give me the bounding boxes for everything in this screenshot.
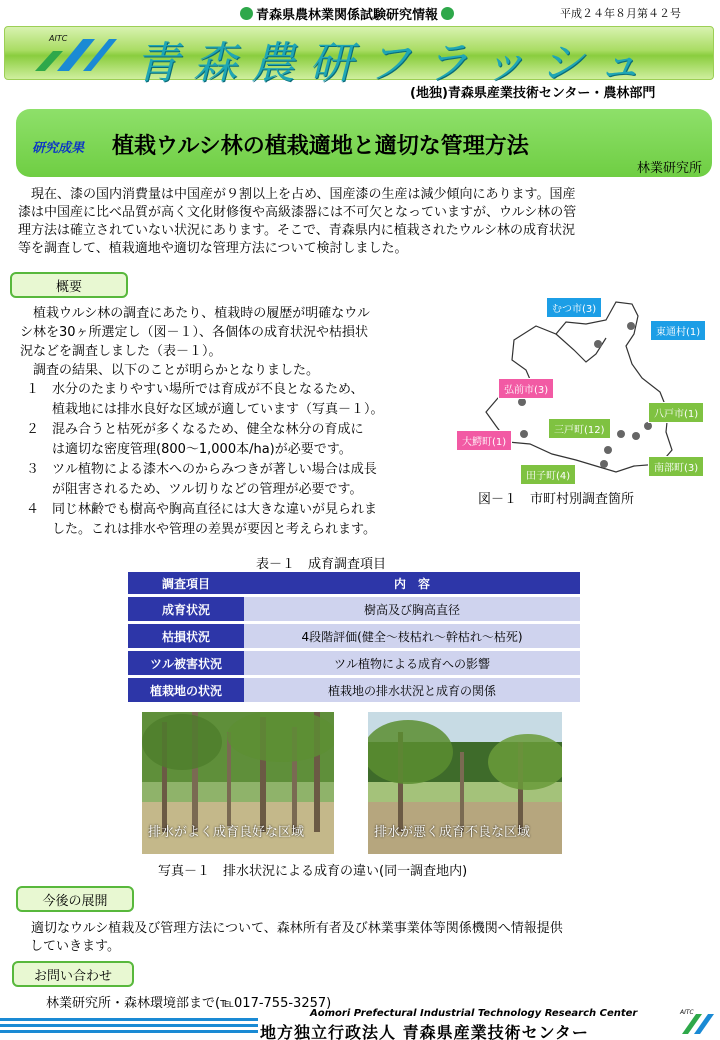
table-row: [128, 624, 580, 648]
series-header: [240, 4, 454, 23]
figure-caption: 図－１ 市町村別調査箇所: [478, 492, 635, 507]
intro-line: 漆は中国産に比べ品質が高く文化財修復や高級漆器には不可欠となっていますが、ウルシ林の管: [18, 205, 577, 220]
survey-map: [456, 294, 718, 494]
table-row: [128, 678, 580, 702]
overview-label: 概要: [10, 272, 128, 298]
footer-stripes: [0, 1016, 258, 1036]
intro-line: 理方法は確立されていない状況にあります。そこで、青森県内に植栽されたウルシ林の成育状況: [18, 223, 575, 238]
map-label-mutsu: むつ市(3): [546, 297, 602, 318]
list-item-cont: は適切な密度管理(800～1,000本/ha)が必要です。: [52, 442, 352, 457]
table-row: [128, 651, 580, 675]
survey-items-table: [128, 569, 580, 705]
intro-line: 現在、漆の国内消費量は中国産が９割以上を占め、国産漆の生産は減少傾向にあります。国産: [18, 187, 576, 202]
aitc-logo-icon: [23, 29, 119, 77]
list-item: ２ 混み合うと枯死が多くなるため、健全な林分の育成に: [26, 422, 364, 437]
category-tag: 研究成果: [32, 141, 85, 156]
intro-line: 等を調査して、植栽適地や適切な管理方法について検討しました。: [18, 241, 408, 256]
map-label-hirosaki: 弘前市(3): [498, 378, 554, 399]
overview-line: 況などを調査しました（表－１）。: [20, 344, 222, 359]
map-label-higashidori: 東通村(1): [650, 320, 706, 341]
table-header: 調査項目: [128, 572, 244, 594]
intro-paragraph: [18, 186, 708, 258]
table-header-row: [128, 572, 580, 594]
photo-left-caption: 排水がよく成育良好な区域: [148, 825, 305, 840]
green-dot-icon: [240, 7, 253, 20]
list-item: ４ 同じ林齢でも樹高や胸高直径には大きな違いが見られま: [26, 502, 378, 517]
table-cell-key: 枯損状況: [128, 624, 244, 648]
table-cell-value: ツル植物による成育への影響: [244, 651, 580, 675]
overview-paragraph: [20, 304, 466, 380]
future-paragraph: [18, 920, 714, 956]
overview-line: 植栽ウルシ林の調査にあたり、植栽時の履歴が明確なウル: [20, 306, 370, 321]
map-label-takko: 田子町(4): [520, 464, 576, 485]
photo-good-drainage: [142, 712, 334, 854]
series-title: 青森県農林業関係試験研究情報: [256, 8, 439, 23]
footer-english-name: Aomori Prefectural Industrial Technology Research Center: [310, 1008, 638, 1019]
table-cell-key: 成育状況: [128, 597, 244, 621]
table-cell-value: 4段階評価(健全～枝枯れ～幹枯れ～枯死): [244, 624, 580, 648]
future-line: していきます。: [30, 939, 120, 954]
table-cell-value: 植栽地の排水状況と成育の関係: [244, 678, 580, 702]
map-label-sannohe: 三戸町(12): [548, 418, 611, 439]
department: 林業研究所: [636, 161, 702, 176]
list-item-cont: した。これは排水や管理の差異が要因と考えられます。: [52, 522, 376, 537]
list-item-cont: 植栽地には排水良好な区域が適しています（写真－１）。: [52, 402, 384, 417]
table-cell-key: 植栽地の状況: [128, 678, 244, 702]
photo-right-caption: 排水が悪く成育不良な区域: [374, 825, 531, 840]
overview-line: 調査の結果、以下のことが明らかとなりました。: [20, 363, 320, 378]
issue-number: 平成２４年８月第４２号: [560, 7, 681, 20]
map-label-nanbu: 南部町(3): [648, 456, 704, 477]
list-item: １ 水分のたまりやすい場所では育成が不良となるため、: [26, 382, 364, 397]
overview-line: シ林を30ヶ所選定し（図－１）、各個体の成育状況や枯損状: [20, 325, 369, 340]
photo-caption: 写真－１ 排水状況による成育の違い(同一調査地内): [158, 864, 468, 879]
green-dot-icon: [441, 7, 454, 20]
table-caption: 表－１ 成育調査項目: [256, 557, 387, 572]
contact-label: お問い合わせ: [12, 961, 134, 987]
photo-poor-drainage: [368, 712, 562, 854]
list-item-cont: が阻害されるため、ツル切りなどの管理が必要です。: [52, 482, 363, 497]
map-label-owani: 大鰐町(1): [456, 430, 512, 451]
article-title: 植栽ウルシ林の植栽適地と適切な管理方法: [112, 134, 529, 159]
map-label-hachinohe: 八戸市(1): [648, 402, 704, 423]
footer-aitc-logo-icon: [672, 1006, 716, 1036]
footer-japanese-name: 地方独立行政法人 青森県産業技術センター: [260, 1023, 589, 1040]
table-cell-value: 樹高及び胸高直径: [244, 597, 580, 621]
table-row: [128, 597, 580, 621]
svg-text:AITC: AITC: [680, 1009, 694, 1016]
contact-info: 林業研究所・森林環境部まで(℡017-755-3257): [46, 996, 332, 1011]
newsletter-title: 青森農研フラッシュ: [135, 38, 656, 89]
future-label: 今後の展開: [16, 886, 134, 912]
svg-text:AITC: AITC: [49, 34, 68, 43]
title-banner: [4, 26, 714, 89]
organization-name: (地独)青森県産業技術センター・農林部門: [410, 86, 656, 101]
findings-list: [20, 380, 470, 540]
table-header: 内 容: [244, 572, 580, 594]
future-line: 適切なウルシ植栽及び管理方法について、森林所有者及び林業事業体等関係機関へ情報提供: [18, 921, 563, 936]
article-title-box: [16, 109, 712, 177]
list-item: ３ ツル植物による漆木へのからみつきが著しい場合は成長: [26, 462, 377, 477]
table-cell-key: ツル被害状況: [128, 651, 244, 675]
